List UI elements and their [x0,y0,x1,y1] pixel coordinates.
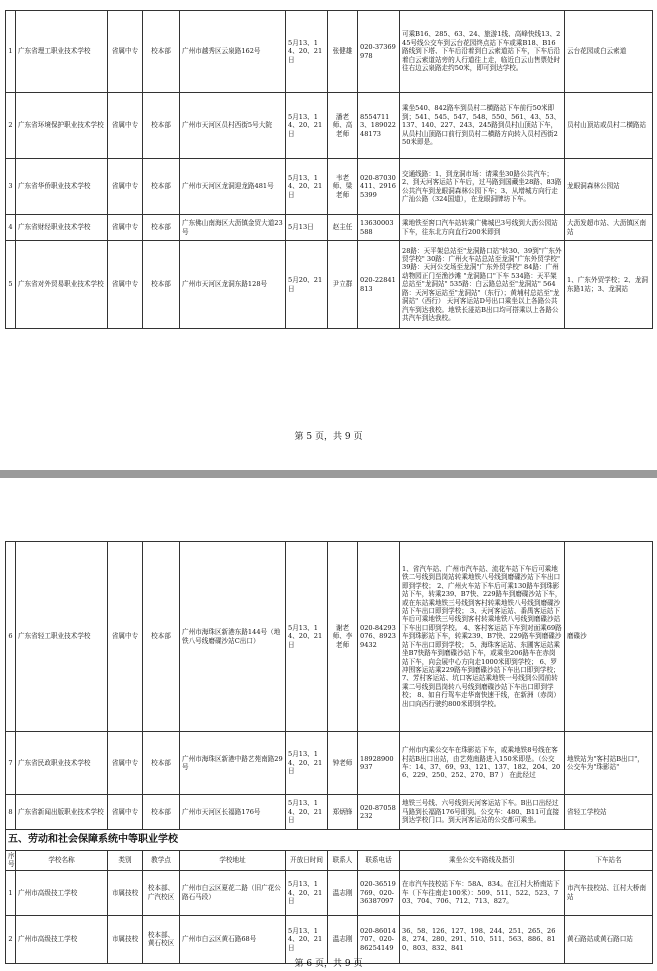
column-header: 类别 [108,851,143,871]
cell-contact: 张健雄 [328,11,358,93]
cell-school: 广州市高级技工学校 [16,915,108,963]
cell-address: 广州市白云区黄石路68号 [180,915,286,963]
cell-school: 广州市高级技工学校 [16,870,108,915]
column-header: 学校名称 [16,851,108,871]
column-header: 序号 [6,851,16,871]
cell-no: 5 [6,241,16,329]
cell-phone: 020-84293076、89239432 [358,542,400,732]
cell-route: 1、省汽车站、广州市汽车站、流花车站下车后可乘地铁二号线到昌岗站转乘地铁八号线到磨碟沙站下车出口即到学校； 2、广州火车站下车后可乘130路车到珠影站下车，转乘239、B7快、229路车到磨碟沙站下车，或在东站乘地铁三号线到客村转乘地铁八号线到磨碟沙站下车出口即到学校； 3、天河客运站、番禺客运站下车后可乘地铁三号线到客村转乘地铁八号线到磨碟沙站下车出口即到学校。 4、客村客运站下车到对面乘69路车到珠影站下车，转乘239、B7快、229路车到磨碟沙站下车出口即到学校； 5、海珠客运站、东圃客运站乘坐B7快路车到磨碟沙站下车，或乘坐206路车在赤岗站下车，向会展中心方向走1000米即到学校； 6、罗冲围客运站乘229路车到磨碟沙站下车出口即到学校； 7、芳村客运站、坑口客运站乘地铁一号线到公园前转乘二号线到昌岗转八号线到磨碟沙站下车出口即到学校； 8、如自行驾车走华南快速干线，在新洲（赤岗）出口向西行驶约800米即到学校。 [400,542,565,732]
cell-stop: 磨碟沙 [565,542,653,732]
cell-campus: 校本部 [143,215,180,241]
cell-phone: 020-86014707、020-86254149 [358,915,400,963]
cell-dates: 5月13、14、20、21日 [286,915,328,963]
cell-stop: 员村山顶站或员村二横路站 [565,93,653,159]
cell-campus: 校本部 [143,93,180,159]
cell-contact: 韦老师、梁老师 [328,159,358,215]
cell-phone: 18928900937 [358,732,400,795]
cell-campus: 校本部 [143,542,180,732]
cell-dates: 5月13、14、20、21日 [286,732,328,795]
cell-stop: 地铁站为"客村站B出口"，公交车为"珠影站" [565,732,653,795]
cell-school: 广东省理工职业技术学校 [16,11,108,93]
cell-type: 省属中专 [108,241,143,329]
cell-no: 2 [6,915,16,963]
cell-dates: 5月13、14、20、21日 [286,11,328,93]
cell-route: 36、58、126、127、198、244、251、265、268、274、280、291、510、511、563、886、810、803、832、841 [400,915,565,963]
cell-stop: 省轻工学校站 [565,795,653,830]
cell-no: 2 [6,93,16,159]
cell-dates: 5月13、14、20、21日 [286,159,328,215]
cell-contact: 郑炳锋 [328,795,358,830]
cell-address: 广州市天河区龙洞迎龙路481号 [180,159,286,215]
page-6 [0,478,657,971]
cell-school: 广东省财经职业技术学校 [16,215,108,241]
cell-route: 交通线路：1、到龙洞市场：请乘坐30路公共汽车；2、到天河客运站下车后，过马路到国藏坐28路、83路公共汽车到龙眼洞森林公园下车；3、从增城方向行走广汕公路（324国道），在龙眼洞牌坊下车。 [400,159,565,215]
cell-contact: 谢老师、李老师 [328,542,358,732]
cell-no: 1 [6,11,16,93]
cell-phone: 13630003588 [358,215,400,241]
cell-type: 省属中专 [108,215,143,241]
cell-campus: 校本部 [143,159,180,215]
cell-stop: 大沥发超市站、大沥镇区南站 [565,215,653,241]
schools-table-page6 [5,541,653,964]
cell-no: 4 [6,215,16,241]
cell-route: 28路：天平架总站至"龙洞路口站"转30、39到"广东外贸学校" 30路：广州火车站总站至龙洞"广东外贸学校" 39路：天河公交场至龙洞"广东外贸学校" 84路：广州动物园正门至渔沙滩 "龙洞路口"下车 534路：天平架总站至"龙洞站" 535路：白云路总站至"龙洞站" 564路：天河客运站至"龙洞站"（东行）；黄埔村总站至"龙洞站"（西行） 天河客运站D号出口乘坐以上各路公共汽车到达我校。地铁长湴站B出口均可搭乘以上各路公共汽车到达我校。 [400,241,565,329]
cell-school: 广东省环境保护职业技术学校 [16,93,108,159]
table-row [6,732,653,795]
cell-dates: 5月13、14、20、21日 [286,870,328,915]
cell-address: 广州市海珠区新港中路艺苑南路29号 [180,732,286,795]
table-row [6,542,653,732]
table-row [6,795,653,830]
cell-address: 广东佛山南海区大沥镇金贸大道23号 [180,215,286,241]
table-row [6,215,653,241]
cell-route: 在市汽车技校站下车：58A、834。在江村大桥南站下车（下车往南走100米）：509、511、522、523、703、704、706、712、713、827。 [400,870,565,915]
section-title: 五、劳动和社会保障系统中等职业学校 [6,830,653,851]
cell-campus: 校本部 [143,732,180,795]
page-footer: 第 6 页，共 9 页 [294,959,363,969]
cell-dates: 5月20、21日 [286,241,328,329]
column-header: 联系人 [328,851,358,871]
cell-phone: 020-87030411、29165399 [358,159,400,215]
cell-school: 广东省新闻出版职业技术学校 [16,795,108,830]
table-row [6,11,653,93]
column-header: 下车站名 [565,851,653,871]
cell-dates: 5月13、14、20、21日 [286,93,328,159]
cell-school: 广东省民政职业技术学校 [16,732,108,795]
cell-address: 广州市越秀区云泉路162号 [180,11,286,93]
cell-contact: 潘老师、高老师 [328,93,358,159]
column-header: 教学点 [143,851,180,871]
cell-phone: 020-36519769、020-36387097 [358,870,400,915]
cell-address: 广州市白云区夏花二路（旧广花公路石马段） [180,870,286,915]
cell-type: 省属中专 [108,732,143,795]
schools-table-page5 [5,10,653,329]
column-header: 乘坐公交车路线及指引 [400,851,565,871]
cell-type: 省属中专 [108,93,143,159]
cell-route: 乘地铁至窖口汽车站转乘广佛城巴3号线到大沥公园站下车，往东北方向直行200米即到 [400,215,565,241]
cell-contact: 赵主任 [328,215,358,241]
cell-phone: 020-22841813 [358,241,400,329]
cell-type: 省属中专 [108,11,143,93]
cell-route: 乘坐540、842路车到员村二横路站下车前行50米即到；541、545、547、548、550、561、43、53、137、140、227、243、245路到员村山顶站下车，从员村山顶路口前行到员村二横路方向转入员村西街250米即是。 [400,93,565,159]
cell-campus: 校本部 [143,241,180,329]
cell-type: 市属技校 [108,915,143,963]
column-header: 联系电话 [358,851,400,871]
cell-stop: 市汽车技校站、江村大桥南站 [565,870,653,915]
table-row [6,241,653,329]
cell-stop: 龙眼洞森林公园站 [565,159,653,215]
cell-no: 1 [6,870,16,915]
cell-school: 广东省轻工职业技术学校 [16,542,108,732]
cell-address: 广州市天河区长福路176号 [180,795,286,830]
cell-stop: 云台花园或白云索道 [565,11,653,93]
page-footer: 第 5 页，共 9 页 [294,432,363,442]
cell-route: 地铁三号线、六号线到天河客运站下车。B出口出经过马路到长福路176号即到。公交车：480、B11可直接到达学校门口。到天河客运站的公交都可乘坐。 [400,795,565,830]
cell-no: 7 [6,732,16,795]
page-separator [0,470,657,478]
cell-school: 广东省对外贸易职业技术学校 [16,241,108,329]
cell-type: 省属中专 [108,795,143,830]
cell-route: 广州市内乘公交车在珠影站下车，或乘地铁8号线在客村站B出口出站，由艺苑南路进入150米即是。（公交车：14、37、69、93、121、137、182、204、206、229、250、252、270、B7 ） 在此经过 [400,732,565,795]
cell-address: 广州市天河区龙洞东路128号 [180,241,286,329]
cell-type: 省属中专 [108,542,143,732]
cell-no: 3 [6,159,16,215]
table-header-row [6,851,653,871]
page-5 [0,0,657,470]
cell-phone: 020-37369978 [358,11,400,93]
section-row [6,830,653,851]
cell-dates: 5月13日 [286,215,328,241]
cell-phone: 85547113、18902248173 [358,93,400,159]
cell-dates: 5月13、14、20、21日 [286,542,328,732]
cell-campus: 校本部、黄石校区 [143,915,180,963]
column-header: 学校地址 [180,851,286,871]
table-row [6,159,653,215]
cell-contact: 温志刚 [328,915,358,963]
cell-campus: 校本部、广汽校区 [143,870,180,915]
cell-route: 可乘B16、285、63、24、旅游1线、高峰快线13、245号线公交车到云台花园终点站下车或乘B18、B16路线到下塔、下车后沿着到白云索道站下车，下车后沿着白云索道站旁的人行道往上走，临近白云山售票处时往右边云泉路走约50米，即可到达学校。 [400,11,565,93]
cell-dates: 5月13、14、20、21日 [286,795,328,830]
cell-address: 广州市海珠区新港东路144号（地铁八号线磨碟沙站C出口） [180,542,286,732]
cell-contact: 尹立群 [328,241,358,329]
cell-phone: 020-87058232 [358,795,400,830]
column-header: 开放日时间 [286,851,328,871]
cell-address: 广州市天河区员村西街5号大院 [180,93,286,159]
cell-school: 广东省华侨职业技术学校 [16,159,108,215]
cell-campus: 校本部 [143,11,180,93]
cell-type: 省属中专 [108,159,143,215]
cell-contact: 温志刚 [328,870,358,915]
table-row [6,870,653,915]
cell-stop: 1、广东外贸学校；2、龙洞东路1站；3、龙洞站 [565,241,653,329]
cell-no: 6 [6,542,16,732]
cell-type: 市属技校 [108,870,143,915]
table-row [6,93,653,159]
cell-campus: 校本部 [143,795,180,830]
cell-contact: 钟老师 [328,732,358,795]
cell-stop: 黄石路站或黄石路口站 [565,915,653,963]
cell-no: 8 [6,795,16,830]
